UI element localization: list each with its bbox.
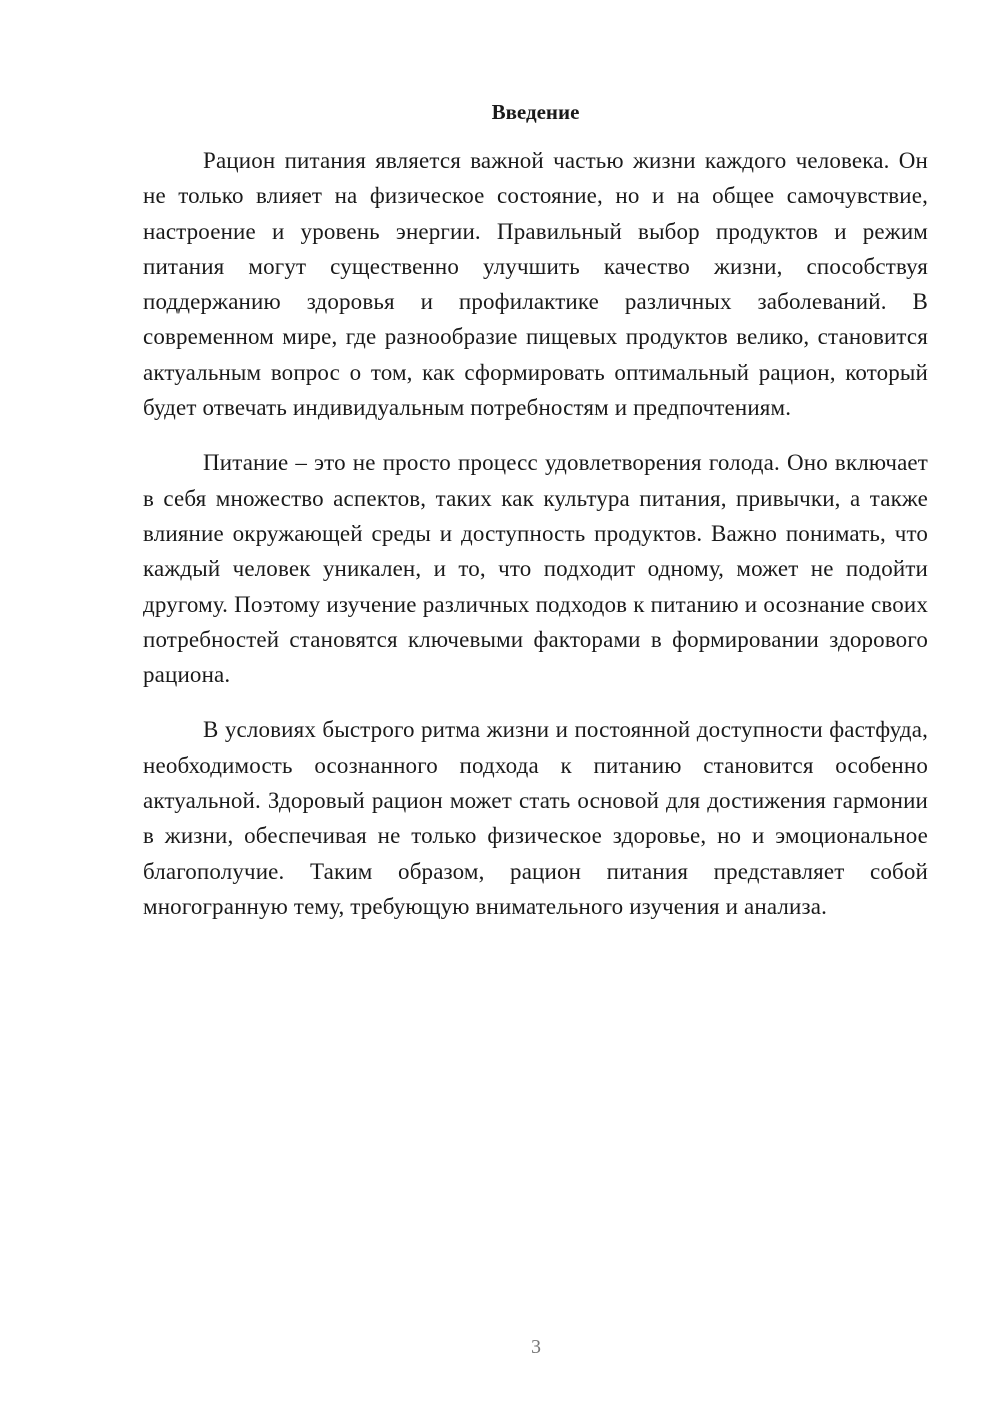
paragraph-3: В условиях быстрого ритма жизни и постоянной доступности фастфуда, необходимость осознанного подхода к питанию становится особенно актуальной. Здоровый рацион может стать основой для достижения гармонии в жизни, обеспечивая не только физическое здоровье, но и эмоциональное благополучие. Таким образом, рацион питания представляет собой многогранную тему, требующую внимательного изучения и анализа. (143, 717, 928, 919)
paragraph-2: Питание – это не просто процесс удовлетворения голода. Оно включает в себя множество аспектов, таких как культура питания, привычки, а также влияние окружающей среды и доступность продуктов. Важно понимать, что каждый человек уникален, и то, что подходит одному, может не подойти другому. Поэтому изучение различных подходов к питанию и осознание своих потребностей становятся ключевыми факторами в формировании здорового рациона. (143, 450, 928, 688)
page-number: 3 (531, 1336, 541, 1358)
body-text (143, 143, 928, 944)
paragraph-1: Рацион питания является важной частью жизни каждого человека. Он не только влияет на физическое состояние, но и на общее самочувствие, настроение и уровень энергии. Правильный выбор продуктов и режим питания могут существенно улучшить качество жизни, способствуя поддержанию здоровья и профилактике различных заболеваний. В современном мире, где разнообразие пищевых продуктов велико, становится актуальным вопрос о том, как сформировать оптимальный рацион, который будет отвечать индивидуальным потребностям и предпочтениям. (143, 148, 928, 421)
section-heading: Введение (491, 100, 580, 124)
